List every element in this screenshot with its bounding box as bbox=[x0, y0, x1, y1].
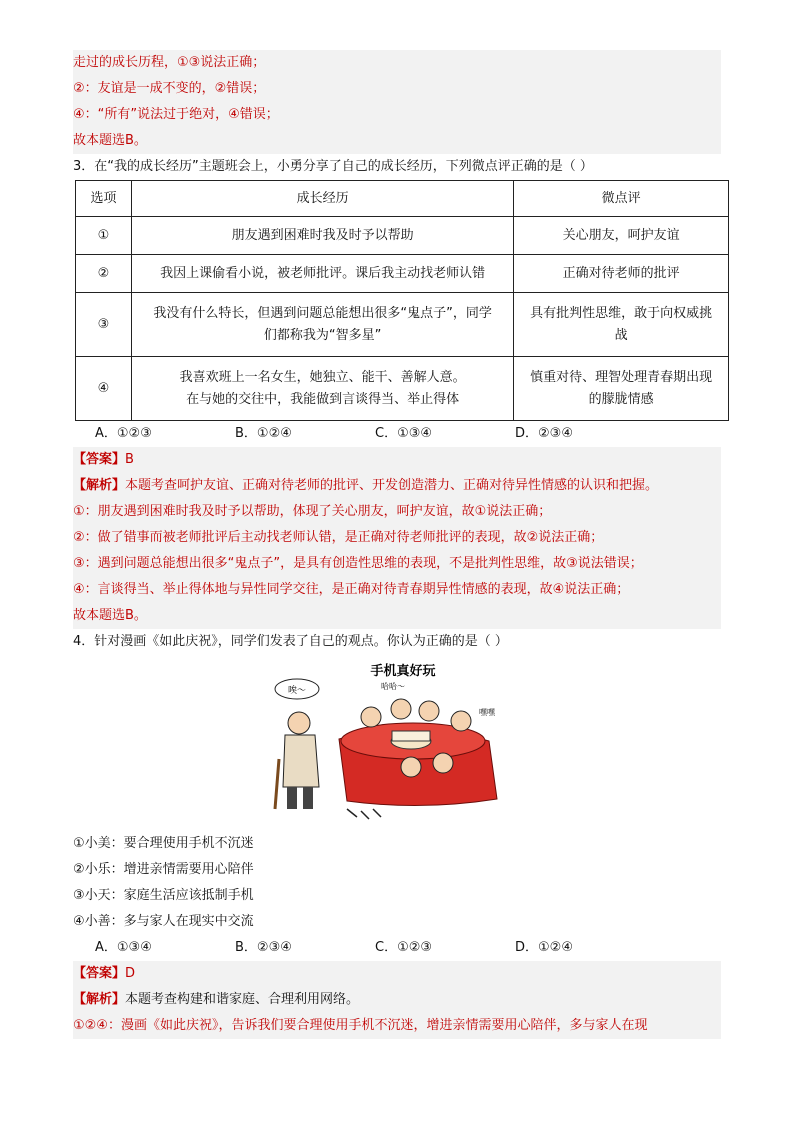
cane bbox=[275, 759, 279, 809]
comment-line: 战 bbox=[614, 327, 628, 343]
q3-table bbox=[75, 180, 729, 421]
analysis-tag: 【解析】 bbox=[73, 478, 126, 493]
answer-value: B bbox=[125, 452, 134, 467]
person-head bbox=[433, 753, 453, 773]
cartoon-image bbox=[261, 659, 511, 829]
answer-line bbox=[73, 961, 721, 987]
analysis-head-line bbox=[73, 473, 721, 499]
person-head bbox=[451, 711, 471, 731]
header-cell: 选项 bbox=[76, 181, 132, 217]
person-head bbox=[419, 701, 439, 721]
table-row bbox=[76, 357, 729, 421]
analysis-line: ③：遇到问题总能想出很多“鬼点子”，是具有创造性思维的表现，不是批判性思维，故③说法错误； bbox=[73, 556, 643, 571]
grandpa-body bbox=[283, 735, 319, 787]
header-cell: 成长经历 bbox=[131, 181, 513, 217]
analysis-line: 故本题选B。 bbox=[73, 608, 147, 623]
answer-tag: 【答案】 bbox=[73, 966, 126, 981]
q3-answer-block bbox=[73, 447, 721, 629]
experience-line: 在与她的交往中，我能做到言谈得当、举止得体 bbox=[186, 391, 460, 407]
option-a: A．①②③ bbox=[95, 426, 152, 441]
q4-statements bbox=[73, 831, 721, 935]
q4-options bbox=[73, 935, 721, 961]
table-row bbox=[76, 255, 729, 293]
option-cell: ① bbox=[76, 217, 132, 255]
answer-value: D bbox=[125, 966, 136, 981]
option-b: B．②③④ bbox=[235, 940, 292, 955]
analysis-line: ④：“所有”说法过于绝对，④错误； bbox=[73, 107, 279, 122]
person-head bbox=[401, 757, 421, 777]
option-a: A．①③④ bbox=[95, 940, 152, 955]
person-head bbox=[361, 707, 381, 727]
cake-body bbox=[392, 731, 430, 741]
q2-analysis-tail bbox=[73, 50, 721, 154]
analysis-head-line bbox=[73, 987, 721, 1013]
q4-stem: 4．针对漫画《如此庆祝》，同学们发表了自己的观点。你认为正确的是（ ） bbox=[73, 634, 508, 649]
answer-line bbox=[73, 447, 721, 473]
comment-cell: 关心朋友，呵护友谊 bbox=[514, 217, 729, 255]
q3-options bbox=[73, 421, 721, 447]
person-head bbox=[391, 699, 411, 719]
experience-line: 我没有什么特长，但遇到问题总能想出很多“鬼点子”，同学 bbox=[153, 305, 492, 321]
header-cell: 微点评 bbox=[514, 181, 729, 217]
statement: ①小美：要合理使用手机不沉迷 bbox=[73, 836, 254, 851]
statement: ④小善：多与家人在现实中交流 bbox=[73, 914, 254, 929]
table-row bbox=[76, 293, 729, 357]
experience-line: 们都称我为“智多星” bbox=[263, 327, 382, 343]
option-b: B．①②④ bbox=[235, 426, 292, 441]
answer-tag: 【答案】 bbox=[73, 452, 126, 467]
option-cell: ③ bbox=[76, 293, 132, 357]
comment-cell: 正确对待老师的批评 bbox=[514, 255, 729, 293]
analysis-tag: 【解析】 bbox=[73, 992, 126, 1007]
option-d: D．②③④ bbox=[515, 426, 573, 441]
grandpa-leg bbox=[287, 787, 297, 809]
analysis-line: ②：做了错事而被老师批评后主动找老师认错，是正确对待老师批评的表现，故②说法正确； bbox=[73, 530, 604, 545]
analysis-head: 本题考查呵护友谊、正确对待老师的批评、开发创造潜力、正确对待异性情感的认识和把握。 bbox=[125, 478, 659, 493]
option-c: C．①②③ bbox=[375, 940, 433, 955]
cartoon-hei: 嘿嘿 bbox=[479, 708, 495, 717]
analysis-line: ④：言谈得当、举止得体地与异性同学交往，是正确对待青春期异性情感的表现，故④说法正确； bbox=[73, 582, 630, 597]
analysis-line: ②：友谊是一成不变的，②错误； bbox=[73, 81, 266, 96]
experience-cell: 朋友遇到困难时我及时予以帮助 bbox=[131, 217, 513, 255]
footprints bbox=[347, 809, 381, 819]
option-d: D．①②④ bbox=[515, 940, 573, 955]
option-c: C．①③④ bbox=[375, 426, 433, 441]
analysis-line: ①：朋友遇到困难时我及时予以帮助，体现了关心朋友，呵护友谊，故①说法正确； bbox=[73, 504, 552, 519]
analysis-head: 本题考查构建和谐家庭、合理利用网络。 bbox=[125, 992, 360, 1007]
grandpa-head bbox=[288, 712, 310, 734]
statement: ③小天：家庭生活应该抵制手机 bbox=[73, 888, 254, 903]
experience-cell bbox=[131, 293, 513, 357]
analysis-line: 走过的成长历程，①③说法正确； bbox=[73, 55, 266, 70]
option-cell: ② bbox=[76, 255, 132, 293]
analysis-line: 故本题选B。 bbox=[73, 133, 147, 148]
cartoon-haha: 哈哈～ bbox=[381, 682, 405, 691]
option-cell: ④ bbox=[76, 357, 132, 421]
experience-cell bbox=[131, 357, 513, 421]
comment-line: 具有批判性思维，敢于向权威挑 bbox=[530, 305, 713, 321]
cartoon-title: 手机真好玩 bbox=[370, 664, 436, 679]
cartoon-ai: 唉～ bbox=[287, 686, 307, 696]
comment-line: 的朦胧情感 bbox=[588, 391, 654, 407]
q4-answer-block bbox=[73, 961, 721, 1039]
table-header-row bbox=[76, 181, 729, 217]
document-page bbox=[73, 50, 721, 1039]
grandpa-leg bbox=[303, 787, 313, 809]
experience-cell: 我因上课偷看小说，被老师批评。课后我主动找老师认错 bbox=[131, 255, 513, 293]
table-row bbox=[76, 217, 729, 255]
analysis-line: ①②④：漫画《如此庆祝》，告诉我们要合理使用手机不沉迷，增进亲情需要用心陪伴，多与家人在现 bbox=[73, 1018, 648, 1033]
statement: ②小乐：增进亲情需要用心陪伴 bbox=[73, 862, 254, 877]
experience-line: 我喜欢班上一名女生，她独立、能干、善解人意。 bbox=[179, 369, 466, 385]
q3-stem: 3．在“我的成长经历”主题班会上，小勇分享了自己的成长经历，下列微点评正确的是（ ） bbox=[73, 159, 593, 174]
comment-line: 慎重对待、理智处理青春期出现 bbox=[530, 369, 713, 385]
comment-cell bbox=[514, 293, 729, 357]
comment-cell bbox=[514, 357, 729, 421]
